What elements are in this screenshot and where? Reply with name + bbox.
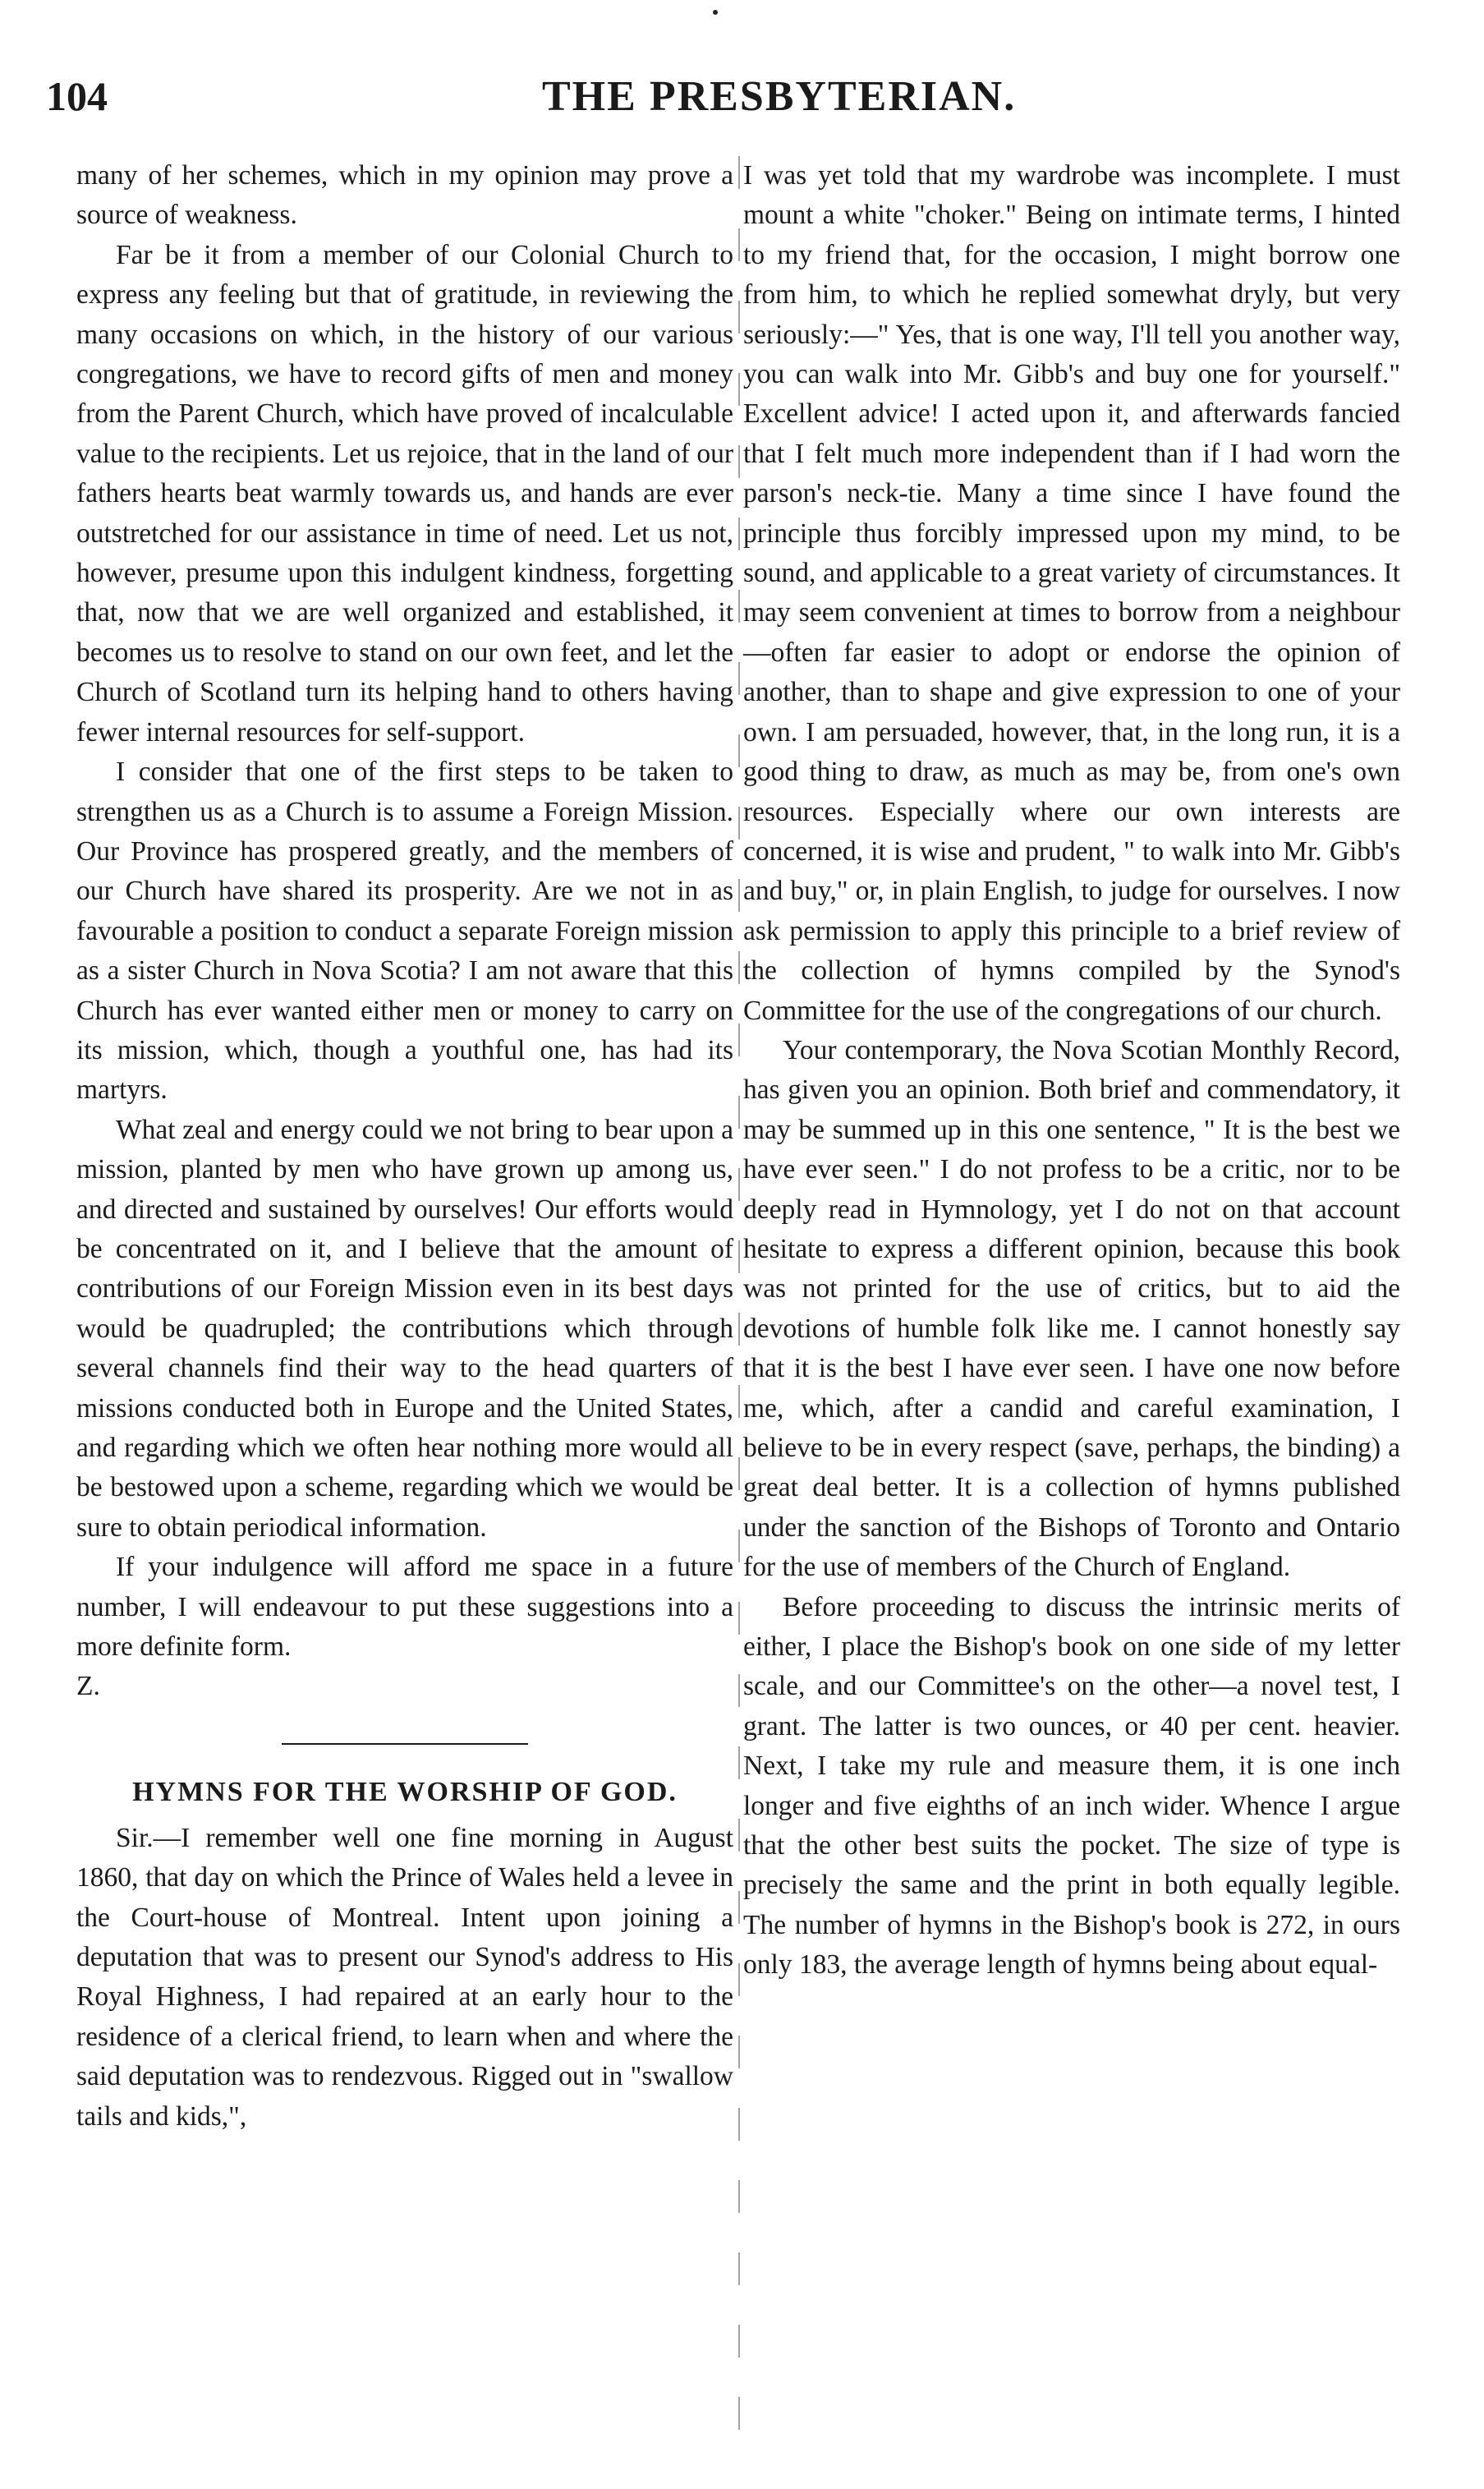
right-column	[743, 156, 1400, 1985]
right-paragraph-3: Before proceeding to discuss the intrinsic merits of either, I place the Bishop's book on one side of my letter scale, and our Committee's on the other—a novel test, I grant. The latter is two ounces, or 40 per cent. heavier. Next, I take my rule and measure them, it is one inch longer and five eighths of an inch wider. Whence I argue that the other best suits the pocket. The size of type is precisely the same and the print in both equally legible. The number of hymns in the Bishop's book is 272, in ours only 183, the average length of hymns being about equal-	[743, 1591, 1400, 1981]
page-header	[0, 72, 1484, 138]
left-paragraph-2: Far be it from a member of our Colonial Church to express any feeling but that of gratitude, in reviewing the many occasions on which, in the history of our various congregations, we have to record gifts of men and money from the Parent Church, which have proved of incalculable value to the recipients. Let us rejoice, that in the land of our fathers hearts beat warmly towards us, and hands are ever outstretched for our assistance in time of need. Let us not, however, presume upon this indulgent kindness, forgetting that, now that we are well organized and established, it becomes us to resolve to stand on our own feet, and let the Church of Scotland turn its helping hand to others having fewer internal resources for self-support.	[76, 239, 734, 748]
journal-title: THE PRESBYTERIAN.	[542, 73, 1017, 120]
article-signature: Z.	[76, 1671, 100, 1702]
left-paragraph-5: If your indulgence will afford me space in a future number, I will endeavour to put these suggestions into a more definite form.	[76, 1552, 733, 1663]
page-number: 104	[46, 73, 108, 119]
left-paragraph-6: Sir.—I remember well one fine morning in August 1860, that day on which the Prince of Wales held a levee in the Court-house of Montreal. Intent upon joining a deputation that was to present our Synod's address to His Royal Highness, I had repaired at an early hour to the residence of a clerical friend, to learn when and where the said deputation was to rendezvous. Rigged out in "swallow tails and kids,",	[76, 1822, 733, 2132]
section-title: HYMNS FOR THE WORSHIP OF GOD.	[132, 1776, 678, 1807]
right-paragraph-1: I was yet told that my wardrobe was incomplete. I must mount a white "choker." Being on intimate terms, I hinted to my friend that, for the occasion, I might borrow one from him, to which he replied somewhat dryly, but very seriously:—" Yes, that is one way, I'll tell you another way, you can walk into Mr. Gibb's and buy one for yourself." Excellent advice! I acted upon it, and afterwards fancied that I felt much more independent than if I had worn the parson's neck-tie. Many a time since I have found the principle thus forcibly impressed upon my mind, to be sound, and applicable to a great variety of circumstances. It may seem convenient at times to borrow from a neighbour—often far easier to adopt or endorse the opinion of another, than to shape and give expression to one of your own. I am persuaded, however, that, in the long run, it is a good thing to draw, as much as may be, from one's own resources. Especially where our own interests are concerned, it is wise and prudent, " to walk into Mr. Gibb's and buy," or, in plain English, to judge for ourselves. I now ask permission to apply this principle to a brief review of the collection of hymns compiled by the Synod's Committee for the use of the congregations of our church.	[743, 160, 1400, 1026]
page-speck-top	[713, 10, 718, 15]
left-paragraph-4: What zeal and energy could we not bring to bear upon a mission, planted by men who have grown up among us, and directed and sustained by ourselves! Our efforts would be concentrated on it, and I believe that the amount of contributions of our Foreign Mission even in its best days would be quadrupled; the contributions which through several channels find their way to the head quarters of missions conducted both in Europe and the United States, and regarding which we often hear nothing more would all be bestowed upon a scheme, regarding which we would be sure to obtain periodical information.	[76, 1114, 733, 1543]
left-paragraph-1: many of her schemes, which in my opinion may prove a source of weakness.	[76, 160, 733, 231]
left-column	[76, 156, 733, 2137]
section-divider-rule	[282, 1743, 528, 1745]
right-paragraph-2: Your contemporary, the Nova Scotian Monthly Record, has given you an opinion. Both brief and commendatory, it may be summed up in this one sentence, " It is the best we have ever seen." I do not profess to be a critic, nor to be deeply read in Hymnology, yet I do not on that account hesitate to express a different opinion, because this book was not printed for the use of critics, but to aid the devotions of humble folk like me. I cannot honestly say that it is the best I have ever seen. I have one now before me, which, after a candid and careful examination, I believe to be in every respect (save, perhaps, the binding) a great deal better. It is a collection of hymns published under the sanction of the Bishops of Toronto and Ontario for the use of members of the Church of England.	[743, 1034, 1400, 1583]
column-divider	[738, 156, 740, 2448]
left-paragraph-3: I consider that one of the first steps to be taken to strengthen us as a Church is to assume a Foreign Mission. Our Province has prospered greatly, and the members of our Church have shared its prosperity. Are we not in as favourable a position to conduct a separate Foreign mission as a sister Church in Nova Scotia? I am not aware that this Church has ever wanted either men or money to carry on its mission, which, though a youthful one, has had its martyrs.	[76, 757, 733, 1106]
